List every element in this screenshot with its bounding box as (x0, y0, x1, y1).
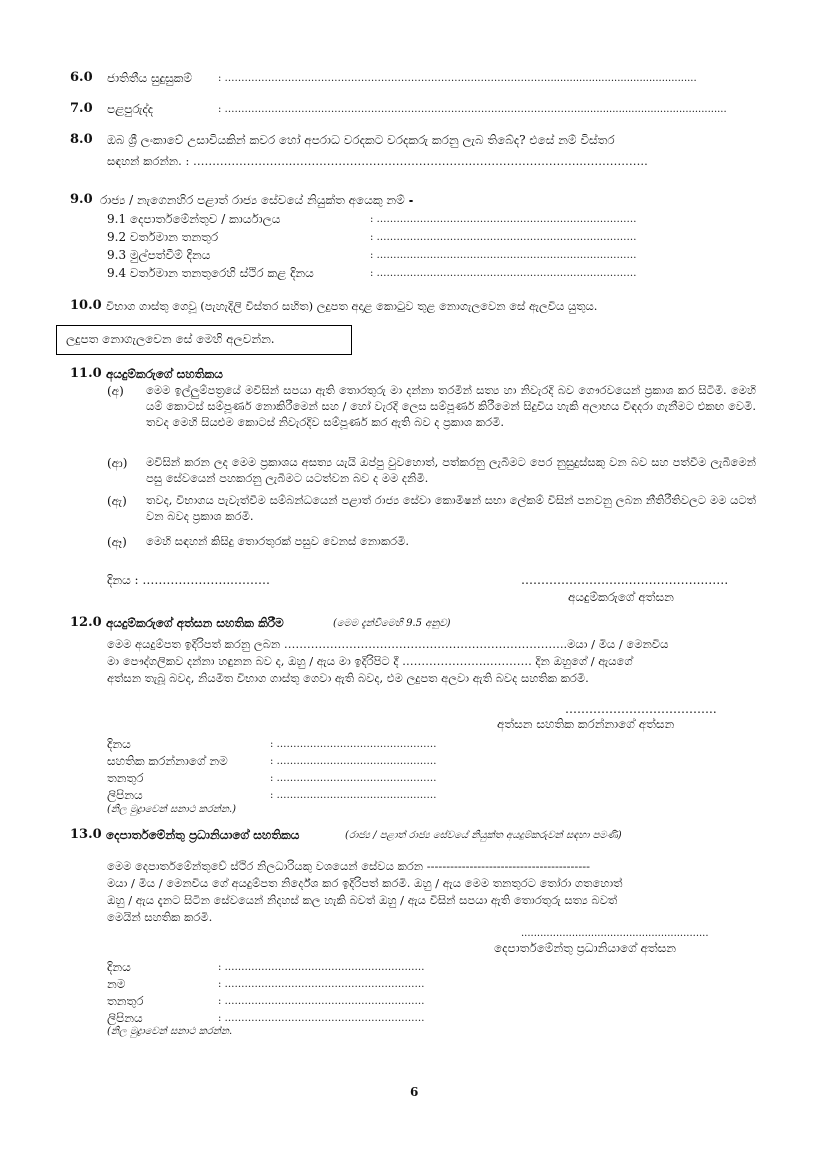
section-13-line: ඔහු / ඇය දැනට සිටින සේවයෙන් නිදහස් කල හැකි බවත් ඔහු / ඇය විසින් සපයා ඇති තොරතුරු සත්‍ය බවත් (107, 893, 618, 907)
applicant-signature-line[interactable]: ……………………..………………..…… (521, 573, 729, 587)
page-number: 6 (410, 1085, 419, 1099)
section-6-number: 6.0 (70, 70, 93, 85)
section-10-number: 10.0 (70, 298, 102, 313)
section-9-item-field[interactable]: : …………………………………………………………………… (370, 232, 637, 243)
section-9-item-field[interactable]: : …………………………………………………………………… (370, 268, 637, 279)
section-12-line: මා පෞද්ගලිකව දන්නා හඳුනන බව ද, ඔහු / ඇය මා ඉදිරිපිට දී …………………..……….. දින ඔහුගේ / ඇයගේ (107, 654, 633, 668)
head-field-label: තනතුර (107, 994, 144, 1008)
certifier-signature-label: අත්සන සහතික කරන්නාගේ අත්සන (497, 717, 675, 731)
head-field-value[interactable]: : …………………………………………………… (218, 1013, 425, 1024)
certifier-field-label: තනතුර (107, 771, 144, 785)
section-10-text: විභාග ගාස්තු ගෙවූ (පැහැදිලි විස්තර සහිත) ලදුපත අදාළ කොටුව තුළ නොගැලවෙන සේ ඇලවිය යුතුය. (106, 299, 598, 313)
declaration-item: මෙම ඉල්ලුම්පත්‍රයේ මවිසින් සපයා ඇති තොරතුරු මා දන්නා තරමින් සත්‍ය හා නිවැරදි බව ගෞරවයෙන් ප්‍රකාශ කර සිටිමි. මෙහි යම් කොටස් සම්පූර්ණ නොකිරීමෙන් සහ / හෝ වැරදි ලෙස සම්පූර්ණ කිරීමෙන් සිදුවිය හැකි අලාභය විඳදරා ගැනීමට එකඟ වෙමි. තවද මෙහි සියළුම කොටස් නිවැරදිව සම්පූර්ණ කර ඇති බව ද ප්‍රකාශ කරමි. (146, 383, 756, 429)
receipt-box-label: ලදුපත නොගැලවෙන සේ මෙහි අලවන්න. (66, 332, 275, 346)
section-11-title: අයදුම්කරුගේ සහතිකය (106, 367, 223, 381)
applicant-signature-label: අයදුම්කරුගේ අත්සන (568, 590, 674, 604)
head-field-label: නම (107, 977, 126, 991)
section-12-line: මෙම අයදුම්පත ඉදිරිපත් කරනු ලබන ………………………………………………………………..මයා / මිය / මෙනවිය (107, 637, 669, 651)
declaration-marker: (ඇ) (107, 494, 127, 508)
declaration-item: මවිසින් කරන ලද මෙම ප්‍රකාශය අසත්‍ය යැයි ඔප්පු වුවහොත්, පත්කරනු ලැබීමට පෙර නුසුදුස්සකු වන බව සහ පත්වීම ලැබීමෙන් පසු සේවයෙන් පහකරනු ලැබීමට යටත්වන බව ද මම දනිමි. (146, 455, 756, 485)
section-7-field[interactable]: : ………………………..………………………………………………..…………………............................................... (218, 104, 727, 115)
receipt-paste-box[interactable] (56, 325, 352, 355)
section-13-number: 13.0 (70, 827, 102, 842)
section-13-note: (රාජ්‍ය / පළාත් රාජ්‍ය සේවයේ නියුක්ත අයදුම්කරුවන් සඳහා පමණි) (345, 830, 622, 841)
certifier-field-label: ලිපිනය (107, 788, 143, 802)
certifier-field-label: සහතික කරන්නාගේ නම (107, 754, 228, 768)
section-7-number: 7.0 (70, 101, 93, 116)
section-8-question: ඔබ ශ්‍රී ලංකාවේ උසාවියකින් කවර හෝ අපරාධ වරදකට වරදකරු කරනු ලැබ තිබේද? එසේ නම් විස්තර (107, 133, 615, 147)
section-12-number: 12.0 (70, 615, 102, 630)
section-9-item-label: 9.2 වර්තමාන තනතුර (107, 230, 219, 244)
section-13-line: මයා / මිය / මෙනවිය ගේ අයදුම්පත නිර්දේශ කර ඉදිරිපත් කරමි. ඔහු / ඇය මෙම තනතුරට තෝරා ගතහොත් (107, 876, 623, 890)
section-12-note: (මෙම දැන්වීමෙහි 9.5 අනුව) (333, 618, 451, 629)
head-field-value[interactable]: : …………………………………………………… (218, 996, 425, 1007)
section-11-number: 11.0 (70, 366, 102, 381)
section-9-item-label: 9.4 වර්තමාන තනතුරෙහි ස්ථිර කළ දිනය (107, 266, 314, 280)
section-8-number: 8.0 (70, 132, 93, 147)
head-signature-label: දෙපාර්තමේන්තු ප්‍රධානියාගේ අත්සන (494, 941, 677, 955)
section-12-seal-note: (නිල මුද්‍රාවෙන් සනාථ කරන්න.) (107, 804, 237, 815)
head-field-value[interactable]: : …………………………………………………… (218, 979, 425, 990)
section-13-title: දෙපාර්තමේන්තු ප්‍රධානියාගේ සහතිකය (106, 828, 300, 842)
certifier-field-value[interactable]: : ………………………………………… (270, 790, 437, 801)
section-13-line: මෙයින් සහතික කරමි. (107, 910, 213, 924)
declaration-marker: (ආ) (107, 456, 128, 470)
declaration-marker: (ඈ) (107, 535, 127, 549)
section-9-item-label: 9.1 දෙපාර්තමේන්තුව / කාර්යාලය (107, 212, 281, 226)
declaration-item: මෙහි සඳහන් කිසිදු තොරතුරක් පසුව වෙනස් නොකරමි. (146, 534, 410, 548)
head-field-value[interactable]: : …………………………………………………… (218, 962, 425, 973)
section-13-seal-note: (නිල මුද්‍රාවෙන් සනාථ කරන්න. (107, 1026, 233, 1037)
certifier-field-label: දිනය (107, 737, 131, 751)
section-9-title: රාජ්‍ය / නැගෙනහිර පළාත් රාජ්‍ය සේවයේ නියුක්ත අයෙකු නම් ⁃ (100, 193, 414, 207)
head-signature-line[interactable]: ........................................................... (521, 928, 709, 939)
section-12-title: අයදුම්කරුගේ අත්සන සහතික කිරීම (106, 616, 284, 630)
section-9-item-field[interactable]: : …………………………………………………………………… (370, 214, 637, 225)
section-9-item-label: 9.3 මුල්පත්වීම් දිනය (107, 248, 211, 262)
head-field-label: දිනය (107, 960, 131, 974)
declaration-item: තවද, විභාගය පැවැත්වීම සම්බන්ධයෙන් පළාත් රාජ්‍ය සේවා කොමිෂන් සභා ලේකම් විසින් පනවනු ලබන නීතිරීතිවලට මම යටත් වන බවද ප්‍රකාශ කරමි. (146, 493, 756, 523)
section-8-field[interactable]: සඳහන් කරන්න. : ……………………..………………………………………..………………………..…………….. (107, 154, 648, 168)
section-9-number: 9.0 (70, 192, 93, 207)
certifier-field-value[interactable]: : ………………………………………… (270, 739, 437, 750)
section-13-line: මෙම දෙපාර්තමේන්තුවේ ස්ථිර නිලධාරියකු වශයෙන් සේවය කරන ------------------------------------------ (107, 859, 590, 873)
section-7-label: පළපුරුද්ද (107, 102, 154, 116)
certifier-signature-line[interactable]: ……………………………….. (565, 702, 717, 716)
section-6-label: ජාතිතීය සුදුසුකම් (107, 71, 192, 85)
head-field-label: ලිපිනය (107, 1011, 143, 1025)
certifier-field-value[interactable]: : ………………………………………… (270, 773, 437, 784)
applicant-date-field[interactable]: දිනය : …………………..……… (107, 573, 271, 587)
section-12-line: අත්සන තැබූ බවද, නියමිත විභාග ගාස්තු ගෙවා ඇති බවද, එම ලදුපත අලවා ඇති බවද සහතික කරමි. (107, 671, 589, 685)
certifier-field-value[interactable]: : ………………………………………… (270, 756, 437, 767)
declaration-marker: (අ) (107, 384, 124, 398)
section-6-field[interactable]: : ……………………..………………………………………..……………………............................................... (218, 73, 697, 84)
section-9-item-field[interactable]: : …………………………………………………………………… (370, 250, 637, 261)
